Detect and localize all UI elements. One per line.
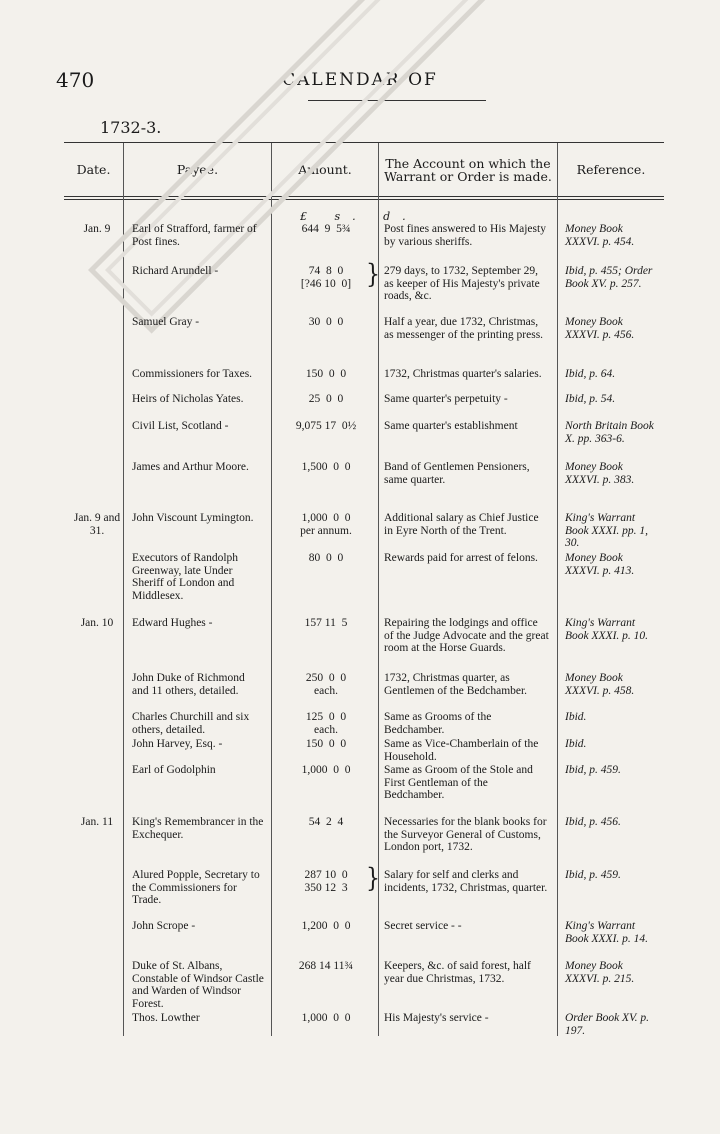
row-7-ref: King's Warrant Book XXXI. pp. 1, 30.	[565, 512, 649, 549]
row-16-payee: John Scrope -	[132, 920, 196, 932]
row-2-ref: Money Book XXXVI. p. 456.	[565, 316, 635, 341]
brace-arundell: }	[366, 259, 380, 290]
row-6-payee: James and Arthur Moore.	[132, 461, 249, 473]
row-18-payee: Thos. Lowther	[132, 1012, 200, 1024]
row-6-amount: 1,500 0 0	[301, 461, 351, 473]
row-7-date: Jan. 9 and 31.	[73, 512, 121, 537]
row-4-amount: 25 0 0	[308, 393, 344, 405]
row-9-amount: 157 11 5	[304, 617, 348, 629]
row-3-ref: Ibid, p. 64.	[565, 368, 616, 380]
row-15-amount: 287 10 0 350 12 3	[304, 869, 348, 894]
row-2-payee: Samuel Gray -	[132, 316, 200, 328]
row-0-date: Jan. 9	[83, 223, 111, 235]
row-5-payee: Civil List, Scotland -	[132, 420, 229, 432]
row-13-amount: 1,000 0 0	[301, 764, 351, 776]
row-16-account: Secret service - -	[384, 920, 462, 932]
row-12-ref: Ibid.	[565, 738, 587, 750]
row-4-payee: Heirs of Nicholas Yates.	[132, 393, 244, 405]
row-9-account: Repairing the lodgings and office of the Judge Advocate and the great room at the Horse Guards.	[384, 617, 549, 654]
brace-popple: }	[366, 863, 380, 894]
row-5-account: Same quarter's establishment	[384, 420, 518, 432]
table-top-rule	[64, 142, 664, 143]
row-4-ref: Ibid, p. 54.	[565, 393, 616, 405]
row-12-account: Same as Vice-Chamberlain of the Household.	[384, 738, 539, 763]
row-17-account: Keepers, &c. of said forest, half year due Christmas, 1732.	[384, 960, 531, 985]
row-16-amount: 1,200 0 0	[301, 920, 351, 932]
row-2-account: Half a year, due 1732, Christmas, as messenger of the printing press.	[384, 316, 544, 341]
header-bottom-rule	[64, 196, 664, 197]
row-8-account: Rewards paid for arrest of felons.	[384, 552, 538, 564]
row-6-account: Band of Gentlemen Pensioners, same quarter.	[384, 461, 530, 486]
row-8-payee: Executors of Randolph Greenway, late Under Sheriff of London and Middlesex.	[132, 552, 239, 602]
row-11-account: Same as Grooms of the Bedchamber.	[384, 711, 492, 736]
row-10-ref: Money Book XXXVI. p. 458.	[565, 672, 635, 697]
row-13-account: Same as Groom of the Stole and First Gentleman of the Bedchamber.	[384, 764, 533, 801]
row-5-ref: North Britain Book X. pp. 363-6.	[565, 420, 654, 445]
header-amount: Amount.	[298, 162, 352, 177]
row-1-payee: Richard Arundell -	[132, 265, 219, 277]
row-11-payee: Charles Churchill and six others, detailed.	[132, 711, 250, 736]
row-11-ref: Ibid.	[565, 711, 587, 723]
row-10-payee: John Duke of Richmond and 11 others, detailed.	[132, 672, 245, 697]
row-11-amount: 125 0 0 each.	[305, 711, 347, 736]
row-7-payee: John Viscount Lymington.	[132, 512, 254, 524]
row-15-ref: Ibid, p. 459.	[565, 869, 621, 881]
row-9-date: Jan. 10	[80, 617, 114, 629]
row-6-ref: Money Book XXXVI. p. 383.	[565, 461, 635, 486]
row-0-payee: Earl of Strafford, farmer of Post fines.	[132, 223, 257, 248]
year-heading: 1732-3.	[100, 118, 162, 137]
running-head: CALENDAR OF	[282, 70, 438, 90]
row-10-amount: 250 0 0 each.	[305, 672, 347, 697]
row-8-amount: 80 0 0	[308, 552, 344, 564]
row-14-date: Jan. 11	[80, 816, 114, 828]
row-3-amount: 150 0 0	[305, 368, 347, 380]
header-bottom-rule-2	[64, 199, 664, 200]
row-10-account: 1732, Christmas quarter, as Gentlemen of the Bedchamber.	[384, 672, 528, 697]
row-12-amount: 150 0 0	[305, 738, 347, 750]
row-14-amount: 54 2 4	[308, 816, 344, 828]
row-0-ref: Money Book XXXVI. p. 454.	[565, 223, 635, 248]
row-8-ref: Money Book XXXVI. p. 413.	[565, 552, 635, 577]
row-17-ref: Money Book XXXVI. p. 215.	[565, 960, 635, 985]
row-3-payee: Commissioners for Taxes.	[132, 368, 253, 380]
row-0-account: Post fines answered to His Majesty by various sheriffs.	[384, 223, 546, 248]
col-divider-4	[557, 143, 558, 1036]
row-14-ref: Ibid, p. 456.	[565, 816, 621, 828]
row-18-ref: Order Book XV. p. 197.	[565, 1012, 650, 1037]
row-7-amount: 1,000 0 0 per annum.	[300, 512, 352, 537]
row-15-account: Salary for self and clerks and incidents, 1732, Christmas, quarter.	[384, 869, 548, 894]
row-1-ref: Ibid, p. 455; Order Book XV. p. 257.	[565, 265, 653, 290]
row-12-payee: John Harvey, Esq. -	[132, 738, 223, 750]
row-5-amount: 9,075 17 0½	[295, 420, 357, 432]
row-14-account: Necessaries for the blank books for the Surveyor General of Customs, London port, 1732.	[384, 816, 547, 853]
row-17-amount: 268 14 11¾	[298, 960, 354, 972]
col-divider-2	[271, 143, 272, 1036]
row-3-account: 1732, Christmas quarter's salaries.	[384, 368, 542, 380]
header-account: The Account on which the Warrant or Order is made.	[384, 155, 552, 184]
row-16-ref: King's Warrant Book XXXI. p. 14.	[565, 920, 649, 945]
row-18-account: His Majesty's service -	[384, 1012, 489, 1024]
row-18-amount: 1,000 0 0	[301, 1012, 351, 1024]
row-15-payee: Alured Popple, Secretary to the Commissioners for Trade.	[132, 869, 260, 906]
row-9-payee: Edward Hughes -	[132, 617, 213, 629]
row-7-account: Additional salary as Chief Justice in Eyre North of the Trent.	[384, 512, 539, 537]
lsd-labels: £ s. d.	[300, 210, 418, 223]
row-0-amount: 644 9 5¾	[301, 223, 351, 235]
page-number: 470	[56, 68, 95, 92]
row-1-amount: 74 8 0 [?46 10 0]	[300, 265, 352, 290]
row-2-amount: 30 0 0	[308, 316, 344, 328]
header-reference: Reference.	[576, 162, 646, 177]
row-17-payee: Duke of St. Albans, Constable of Windsor Castle and Warden of Windsor Forest.	[132, 960, 264, 1010]
header-date: Date.	[76, 162, 111, 177]
row-4-account: Same quarter's perpetuity -	[384, 393, 508, 405]
row-14-payee: King's Remembrancer in the Exchequer.	[132, 816, 264, 841]
row-13-ref: Ibid, p. 459.	[565, 764, 621, 776]
row-9-ref: King's Warrant Book XXXI. p. 10.	[565, 617, 649, 642]
row-13-payee: Earl of Godolphin	[132, 764, 216, 776]
row-1-account: 279 days, to 1732, September 29, as keeper of His Majesty's private roads, &c.	[384, 265, 540, 302]
header-payee: Payee.	[176, 162, 219, 177]
